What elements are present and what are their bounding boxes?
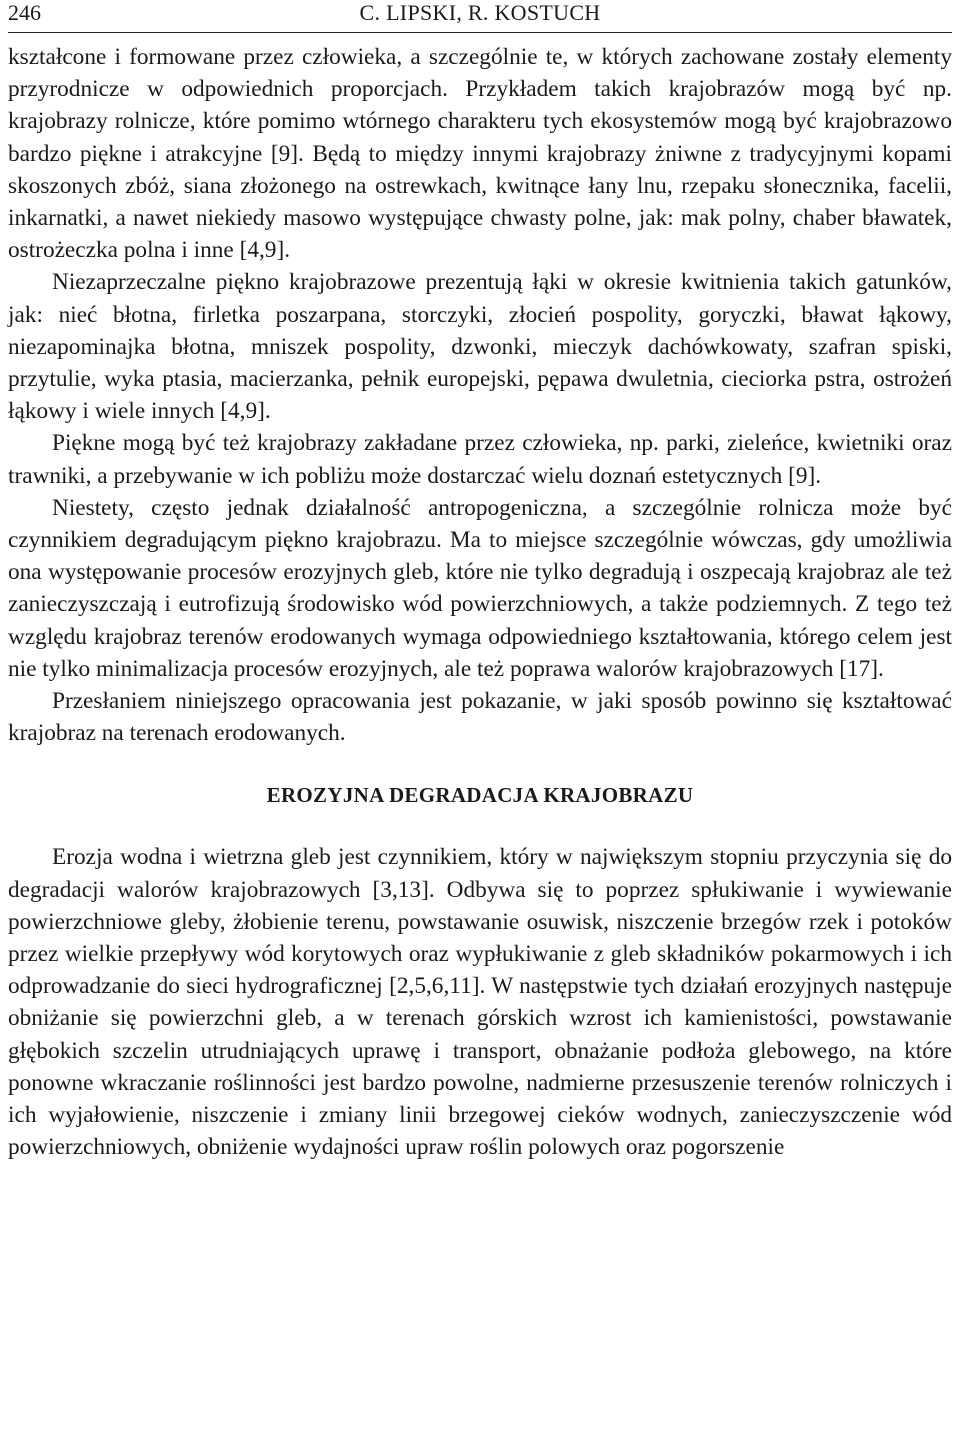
body-paragraph-4: Niestety, często jednak działalność antropogeniczna, a szczególnie rolnicza może być czynnikiem degradującym piękno krajobrazu. Ma to miejsce szczególnie wówczas, gdy umożliwia ona występowanie procesów erozyjnych gleb, które nie tylko degradują i oszpecają krajobraz ale też zanieczyszczają i eutrofizują środowisko wód powierzchniowych, a także podziemnych. Z tego też względu krajobraz terenów erodowanych wymaga odpowiedniego kształtowania, którego celem jest nie tylko minimalizacja procesów erozyjnych, ale też poprawa walorów krajobrazowych [17].: [8, 494, 952, 682]
body-paragraph-2: Niezaprzeczalne piękno krajobrazowe prezentują łąki w okresie kwitnienia takich gatunków, jak: nieć błotna, firletka poszarpana, storczyki, złocień pospolity, goryczki, bławat łąkowy, niezapominajka błotna, mniszek pospolity, dzwonki, mieczyk dachówkowaty, szafran spiski, przytulie, wyka ptasia, macierzanka, pełnik europejski, pępawa dwuletnia, cieciorka pstra, ostrożeń łąkowy i wiele innych [4,9].: [8, 269, 952, 425]
body-paragraph-3: Piękne mogą być też krajobrazy zakładane przez człowieka, np. parki, zieleńce, kwietniki oraz trawniki, a przebywanie w ich pobliżu może dostarczać wielu doznań estetycznych [9].: [8, 430, 952, 489]
section-heading: EROZYJNA DEGRADACJA KRAJOBRAZU: [266, 783, 694, 808]
body-paragraph-5: Przesłaniem niniejszego opracowania jest pokazanie, w jaki sposób powinno się kształtować krajobraz na terenach erodowanych.: [8, 688, 952, 747]
page-body: [8, 41, 952, 1164]
section-paragraph-1: Erozja wodna i wietrzna gleb jest czynnikiem, który w największym stopniu przyczynia się do degradacji walorów krajobrazowych [3,13]. Odbywa się to poprzez spłukiwanie i wywiewanie powierzchniowe gleby, żłobienie terenu, powstawanie osuwisk, niszczenie brzegów rzek i potoków przez wielkie przepływy wód korytowych oraz wypłukiwanie z gleb składników pokarmowych i ich odprowadzanie do sieci hydrograficznej [2,5,6,11]. W następstwie tych działań erozyjnych następuje obniżanie się powierzchni gleb, a w terenach górskich wzrost ich kamienistości, powstawanie głębokich szczelin utrudniających uprawę i transport, obnażanie podłoża glebowego, na które ponowne wkraczanie roślinności jest bardzo powolne, nadmierne przesuszenie terenów rolniczych i ich wyjałowienie, niszczenie i zmiany linii brzegowej cieków wodnych, zanieczyszczenie wód powierzchniowych, obniżenie wydajności upraw roślin polowych oraz pogorszenie: [8, 844, 952, 1161]
running-head: C. LIPSKI, R. KOSTUCH: [359, 0, 601, 25]
page-header: [8, 0, 952, 33]
body-paragraph-1: kształcone i formowane przez człowieka, a szczególnie te, w których zachowane zostały elementy przyrodnicze w odpowiednich proporcjach. Przykładem takich krajobrazów mogą być np. krajobrazy rolnicze, które pomimo wtórnego charakteru tych ekosystemów mogą być krajobrazowo bardzo piękne i atrakcyjne [9]. Będą to między innymi krajobrazy żniwne z tradycyjnymi kopami skoszonych zbóż, siana złożonego na ostrewkach, kwitnące łany lnu, rzepaku słonecznika, facelii, inkarnatki, a nawet niekiedy masowo występujące chwasty polne, jak: mak polny, chaber bławatek, ostrożeczka polna i inne [4,9].: [8, 44, 952, 264]
page-number: 246: [8, 0, 41, 25]
